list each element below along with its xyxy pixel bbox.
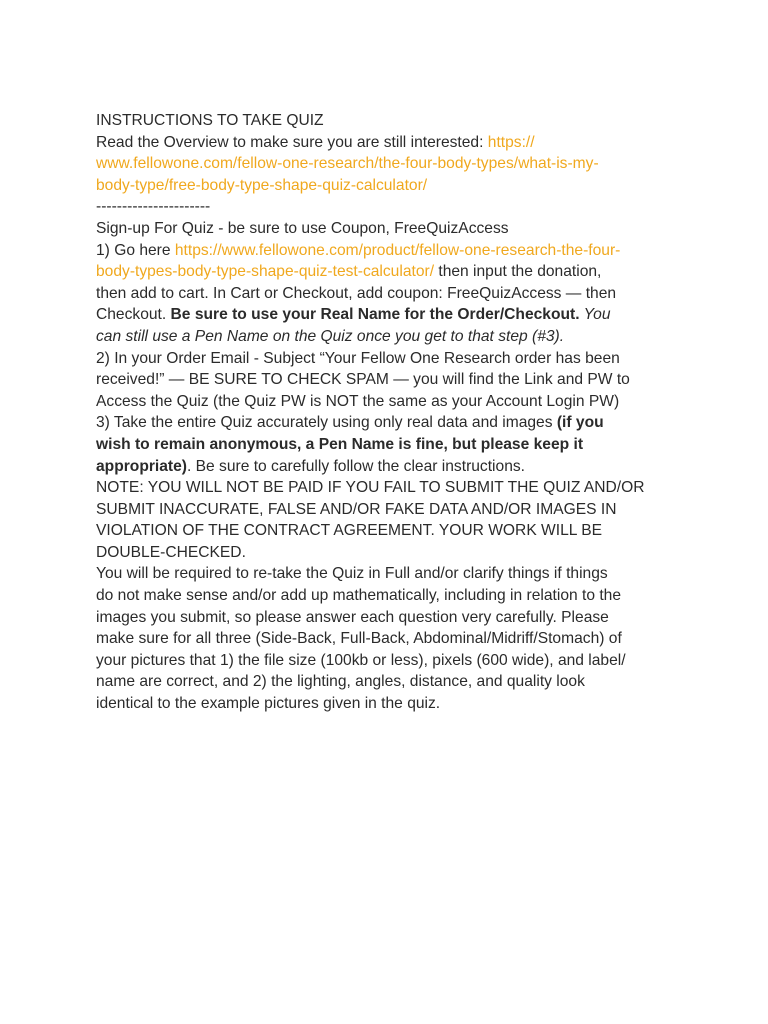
- retake-paragraph: You will be required to re-take the Quiz in Full and/or clarify things if things do not make sense and/or add up mathematically, including in relation to the images you submit, so please answer each question very carefully. Please make sure for all three (Side-Back, Full-Back, Abdominal/Midriff/Stomach) of your pictures that 1) the file size (100kb or less), pixels (600 wide), and label/ name are correct, and 2) the lighting, angles, distance, and quality look identical to the example pictures given in the quiz.: [96, 565, 626, 713]
- document-body: [96, 110, 686, 715]
- real-name-warning: Be sure to use your Real Name for the Order/Checkout.: [170, 306, 580, 324]
- pen-name-note: can still use a Pen Name on the Quiz once you get to that step (#3).: [96, 327, 565, 345]
- overview-link[interactable]: https:// www.fellowone.com/fellow-one-research/the-four-body-types/what-is-my- body-type/free-body-type-shape-quiz-calculator/: [96, 133, 599, 194]
- step-1-paragraph: 1) Go here https://www.fellowone.com/product/fellow-one-research-the-four- body-types-body-type-shape-quiz-test-calculator/ then input the donation, then add to cart. In Cart or Checkout, add coupon: FreeQuizAccess — then Checkout. Be sure to use your Real Name for the Order/Checkout. You can still use a Pen Name on the Quiz once you get to that step (#3).: [96, 241, 621, 345]
- page-title: INSTRUCTIONS TO TAKE QUIZ: [96, 112, 324, 129]
- product-link[interactable]: https://www.fellowone.com/product/fellow-one-research-the-four- body-types-body-type-shape-quiz-test-calculator/: [96, 241, 621, 281]
- signup-heading: Sign-up For Quiz - be sure to use Coupon, FreeQuizAccess: [96, 219, 509, 237]
- step-3-paragraph: 3) Take the entire Quiz accurately using only real data and images (if you wish to remain anonymous, a Pen Name is fine, but please keep it appropriate). Be sure to carefully follow the clear instructions.: [96, 414, 604, 475]
- divider: ----------------------: [96, 198, 211, 216]
- note-paragraph: NOTE: YOU WILL NOT BE PAID IF YOU FAIL TO SUBMIT THE QUIZ AND/OR SUBMIT INACCURATE, FALSE AND/OR FAKE DATA AND/OR IMAGES IN VIOLATION OF THE CONTRACT AGREEMENT. YOUR WORK WILL BE DOUBLE-CHECKED.: [96, 479, 645, 561]
- overview-paragraph: [96, 132, 686, 197]
- overview-text: Read the Overview to make sure you are still interested:: [96, 133, 488, 151]
- step-2-paragraph: 2) In your Order Email - Subject “Your Fellow One Research order has been received!” — BE SURE TO CHECK SPAM — you will find the Link and PW to Access the Quiz (the Quiz PW is NOT the same as your Account Login PW): [96, 349, 630, 410]
